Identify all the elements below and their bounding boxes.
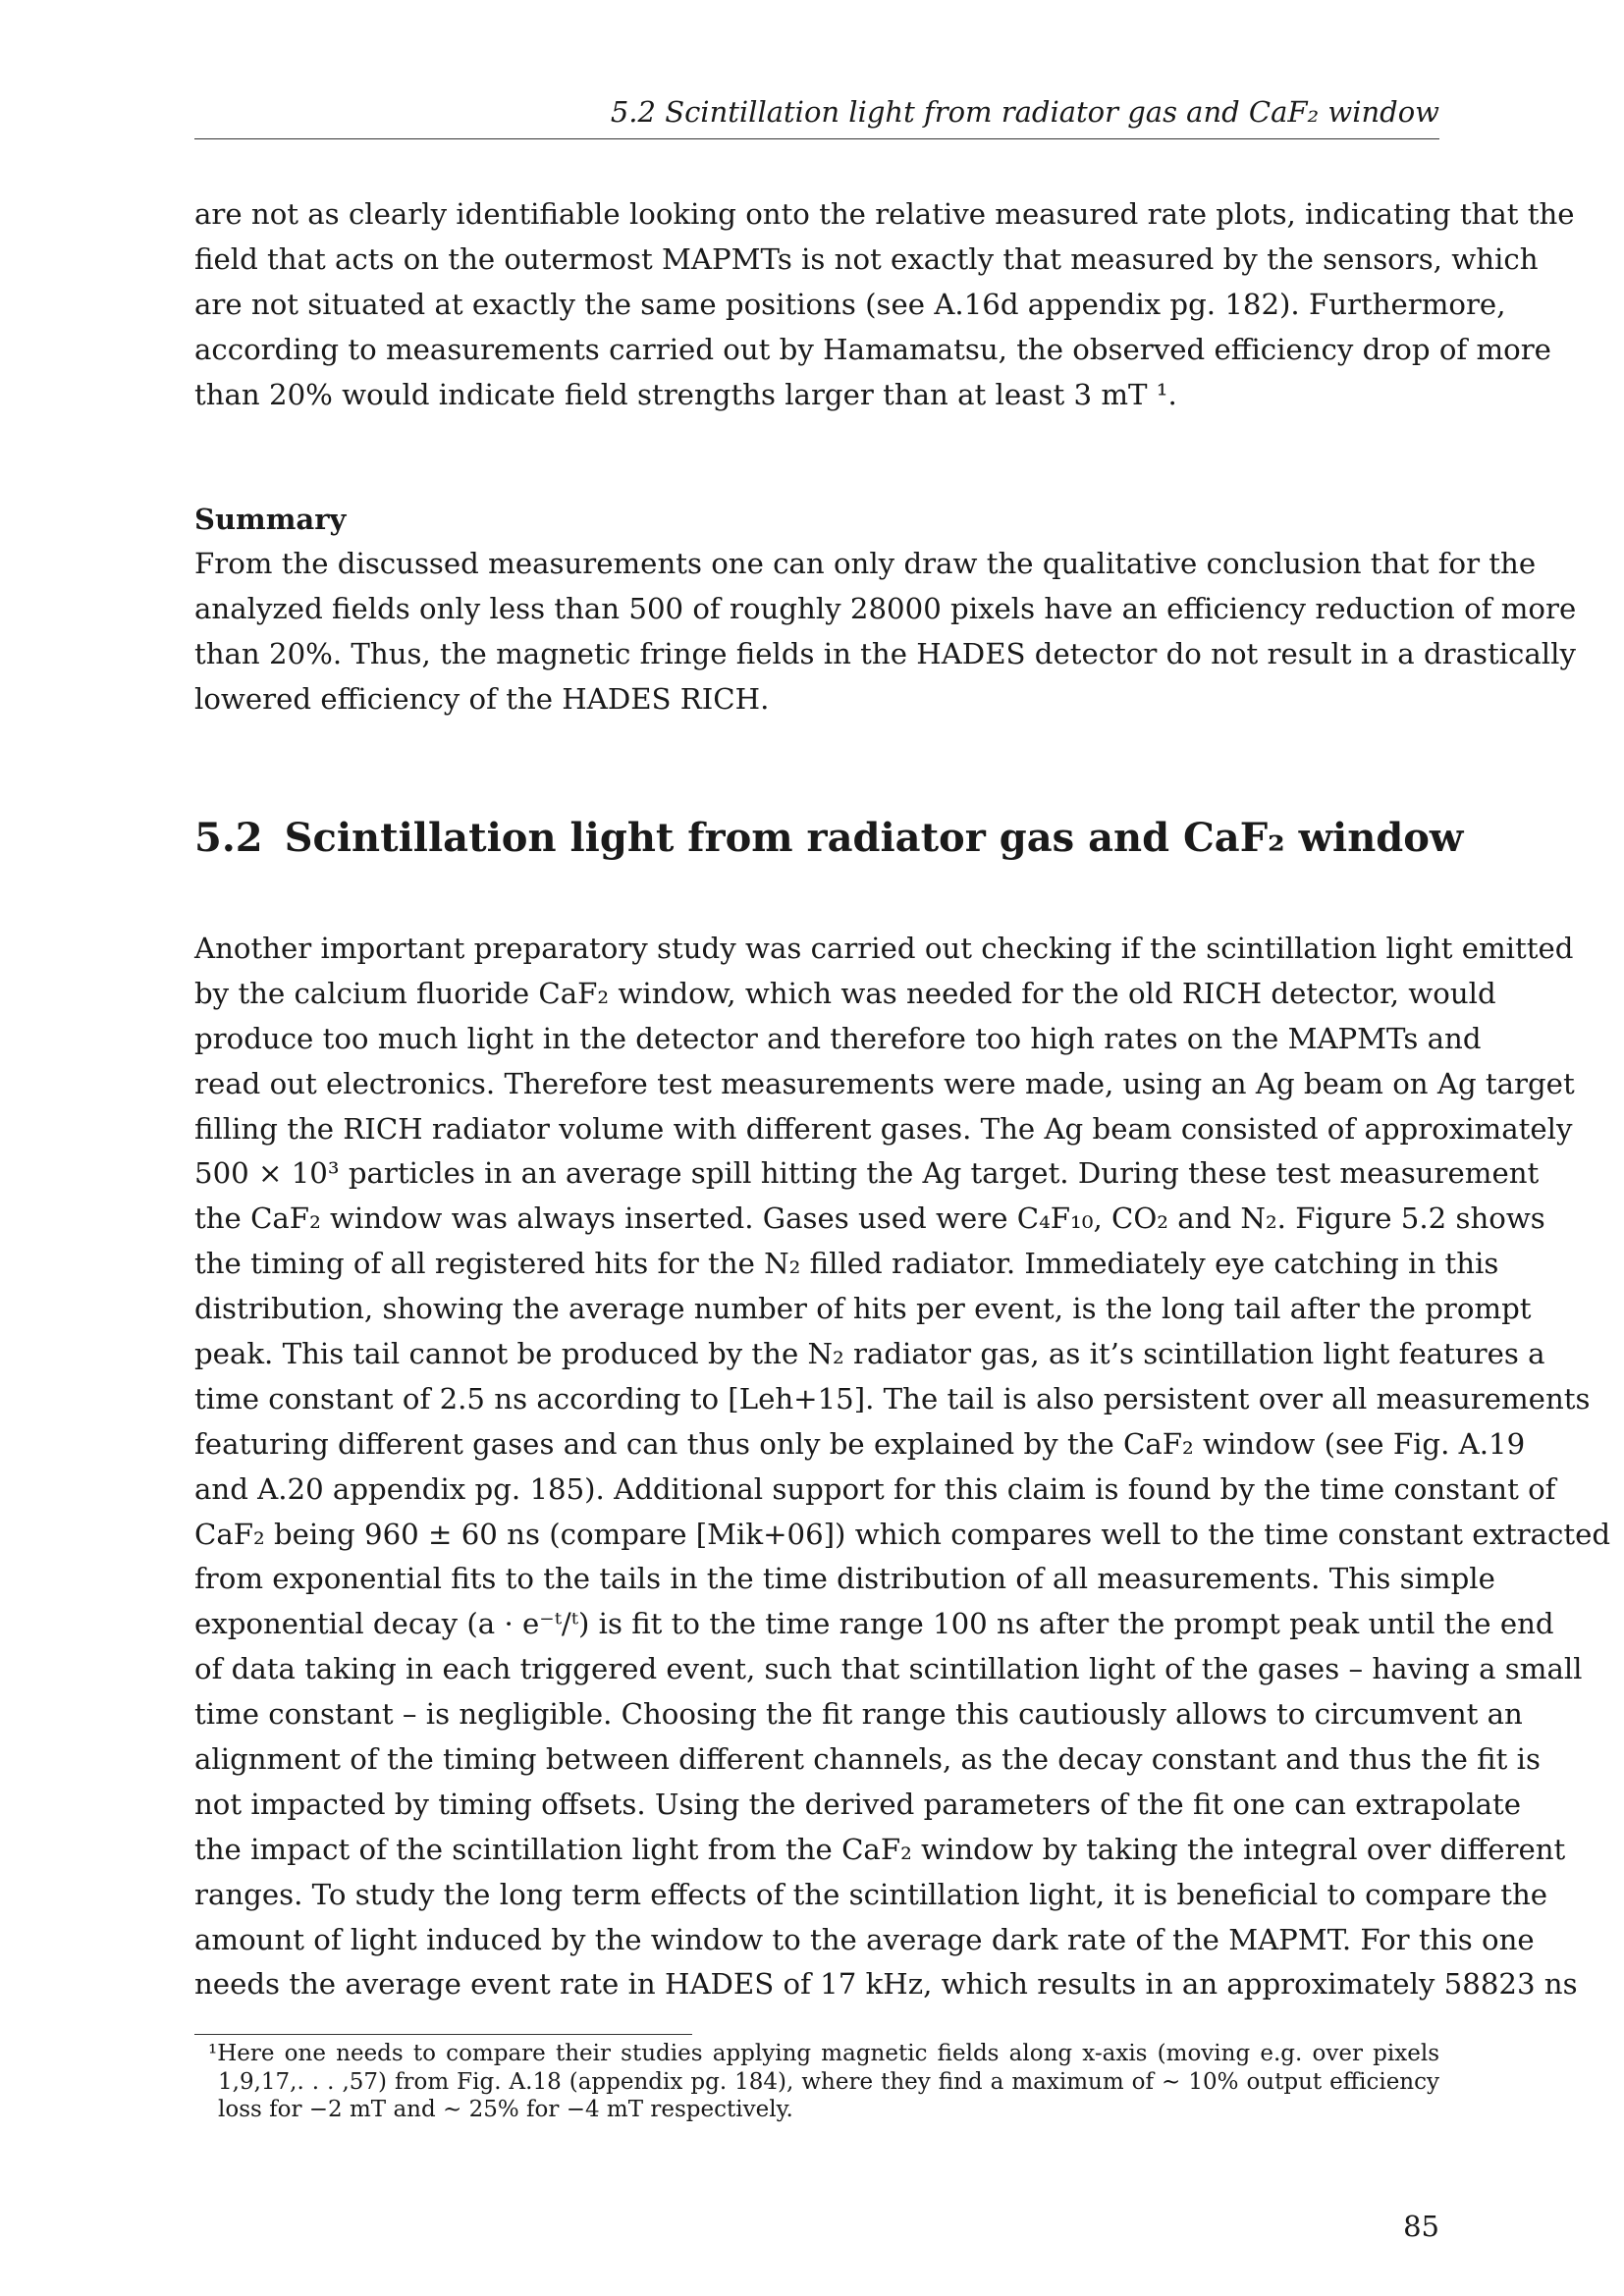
header-rule	[194, 138, 1439, 139]
text-line: Another important preparatory study was carried out checking if the scintillation light emitted	[194, 932, 1574, 965]
page	[194, 0, 1611, 2296]
text-line: from exponential fits to the tails in the time distribution of all measurements. This simple	[194, 1562, 1495, 1596]
text-line: ranges. To study the long term effects of the scintillation light, it is beneficial to compare the	[194, 1877, 1548, 1911]
text-line: not impacted by timing offsets. Using the derived parameters of the fit one can extrapolate	[194, 1787, 1521, 1821]
text-line: lowered efficiency of the HADES RICH.	[194, 681, 770, 716]
text-line: CaF₂ being 960 ± 60 ns (compare [Mik+06]) which compares well to the time constant extracted	[194, 1517, 1611, 1551]
text-line: produce too much light in the detector and therefore too high rates on the MAPMTs and	[194, 1021, 1482, 1055]
text-line: the CaF₂ window was always inserted. Gases used were C₄F₁₀, CO₂ and N₂. Figure 5.2 shows	[194, 1201, 1545, 1236]
text-line: according to measurements carried out by Hamamatsu, the observed efficiency drop of more	[194, 332, 1551, 366]
footnote-rule	[194, 2034, 692, 2035]
text-line: by the calcium fluoride CaF₂ window, which was needed for the old RICH detector, would	[194, 976, 1496, 1010]
text-line: alignment of the timing between different channels, as the decay constant and thus the fit is	[194, 1742, 1541, 1777]
page-number: 85	[1403, 2210, 1439, 2243]
text-line: the impact of the scintillation light from the CaF₂ window by taking the integral over different	[194, 1832, 1566, 1866]
text-line: From the discussed measurements one can only draw the qualitative conclusion that for the	[194, 547, 1537, 580]
text-line: 500 × 10³ particles in an average spill hitting the Ag target. During these test measurement	[194, 1156, 1540, 1191]
section-number: 5.2	[194, 815, 263, 861]
text-line: of data taking in each triggered event, such that scintillation light of the gases – having a small	[194, 1652, 1583, 1686]
text-line: than 20%. Thus, the magnetic fringe fields in the HADES detector do not result in a drastically	[194, 636, 1576, 670]
footnote	[194, 2040, 1439, 2124]
main-paragraph	[194, 927, 1611, 2007]
intro-paragraph	[194, 192, 1575, 417]
text-line: distribution, showing the average number of hits per event, is the long tail after the prompt	[194, 1292, 1532, 1326]
text-line: are not as clearly identifiable looking onto the relative measured rate plots, indicating that the	[194, 197, 1575, 231]
summary-heading: Summary	[194, 503, 347, 536]
footnote-line: 1,9,17,. . . ,57) from Fig. A.18 (appendix pg. 184), where they find a maximum of ∼ 10% output efficiency	[218, 2068, 1439, 2095]
text-line: read out electronics. Therefore test measurements were made, using an Ag beam on Ag target	[194, 1066, 1575, 1100]
text-line: are not situated at exactly the same positions (see A.16d appendix pg. 182). Furthermore,	[194, 287, 1506, 321]
text-line: time constant of 2.5 ns according to [Leh+15]. The tail is also persistent over all measurements	[194, 1381, 1591, 1415]
text-line: filling the RICH radiator volume with different gases. The Ag beam consisted of approximately	[194, 1111, 1573, 1146]
section-heading	[194, 813, 1463, 864]
text-line: needs the average event rate in HADES of 17 kHz, which results in an approximately 58823 ns	[194, 1967, 1578, 2002]
text-line: exponential decay (a · e⁻ᵗ/ᵗ) is fit to the time range 100 ns after the prompt peak until the end	[194, 1607, 1554, 1641]
text-line: time constant – is negligible. Choosing the fit range this cautiously allows to circumvent an	[194, 1697, 1523, 1732]
text-line: featuring different gases and can thus only be explained by the CaF₂ window (see Fig. A.19	[194, 1426, 1526, 1461]
running-head: 5.2 Scintillation light from radiator gas and CaF₂ window	[610, 95, 1439, 129]
footnote-line: loss for −2 mT and ∼ 25% for −4 mT respectively.	[218, 2097, 793, 2122]
text-line: field that acts on the outermost MAPMTs is not exactly that measured by the sensors, which	[194, 241, 1539, 276]
section-title: Scintillation light from radiator gas and CaF₂ window	[284, 815, 1464, 861]
text-line: amount of light induced by the window to the average dark rate of the MAPMT. For this one	[194, 1922, 1535, 1956]
text-line: than 20% would indicate field strengths larger than at least 3 mT ¹.	[194, 377, 1177, 411]
text-line: the timing of all registered hits for the N₂ filled radiator. Immediately eye catching in this	[194, 1247, 1499, 1281]
text-line: analyzed fields only less than 500 of roughly 28000 pixels have an efficiency reduction of more	[194, 591, 1577, 625]
text-line: peak. This tail cannot be produced by the N₂ radiator gas, as it’s scintillation light features a	[194, 1337, 1545, 1371]
footnote-line: ¹Here one needs to compare their studies applying magnetic fields along x-axis (moving e.g. over pixels	[208, 2041, 1439, 2066]
text-line: and A.20 appendix pg. 185). Additional support for this claim is found by the time constant of	[194, 1471, 1556, 1506]
summary-paragraph	[194, 542, 1577, 722]
